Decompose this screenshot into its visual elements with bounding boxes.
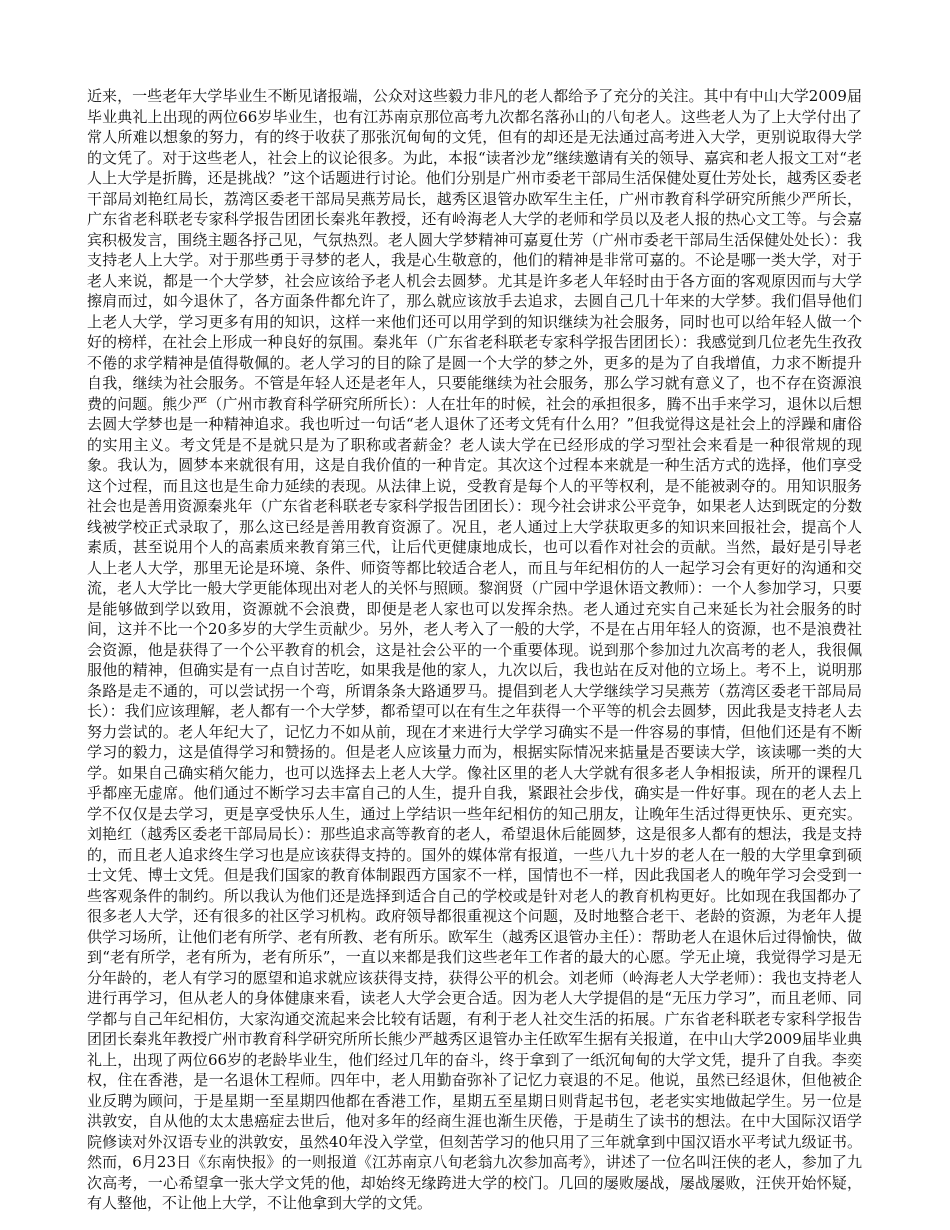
article-body: 近来，一些老年大学毕业生不断见诸报端，公众对这些毅力非凡的老人都给予了充分的关注。其中有中山大学2009届毕业典礼上出现的两位66岁毕业生，也有江苏南京那位高考九次都名落孙山的八旬老人。这些老人为了上大学付出了常人所难以想象的努力，有的终于收获了那张沉甸甸的文凭，但有的却还是无法通过高考进入大学，更别说取得大学的文凭了。对于这些老人，社会上的议论很多。为此，本报“读者沙龙”继续邀请有关的领导、嘉宾和老人报文工对“老人上大学是折腾，还是挑战？”这个话题进行讨论。他们分别是广州市委老干部局生活保健处夏仕芳处长，越秀区委老干部局刘艳红局长，荔湾区委老干部局吴燕芳局长，越秀区退管办欧军生主任，广州市教育科学研究所熊少严所长，广东省老科联老专家科学报告团团长秦兆年教授，还有岭海老人大学的老师和学员以及老人报的热心文工等。与会嘉宾积极发言，围绕主题各抒己见，气氛热烈。老人圆大学梦精神可嘉夏仕芳（广州市委老干部局生活保健处处长）：我支持老人上大学。对于那些勇于寻梦的老人，我是心生敬意的，他们的精神是非常可嘉的。不论是哪一类大学，对于老人来说，都是一个大学梦，社会应该给予老人机会去圆梦。尤其是许多老人年轻时由于各方面的客观原因而与大学擦肩而过，如今退休了，各方面条件都允许了，那么就应该放手去追求，去圆自己几十年来的大学梦。我们倡导他们上老人大学，学习更多有用的知识，这样一来他们还可以用学到的知识继续为社会服务，同时也可以给年轻人做一个好的榜样，在社会上形成一种良好的氛围。秦兆年（广东省老科联老专家科学报告团团长）：我感觉到几位老先生孜孜不倦的求学精神是值得敬佩的。老人学习的目的除了是圆一个大学的梦之外，更多的是为了自我增值，力求不断提升自我，继续为社会服务。不管是年轻人还是老年人，只要能继续为社会服务，那么学习就有意义了，也不存在资源浪费的问题。熊少严（广州市教育科学研究所所长）：人在壮年的时候，社会的承担很多，腾不出手来学习，退休以后想去圆大学梦也是一种精神追求。我也听过一句话“老人退休了还考文凭有什么用？”但我觉得这是社会上的浮躁和庸俗的实用主义。考文凭是不是就只是为了职称或者薪金？老人读大学在已经形成的学习型社会来看是一种很常规的现象。我认为，圆梦本来就很有用，这是自我价值的一种肯定。其次这个过程本来就是一种生活方式的选择，他们享受这个过程，而且这也是生命力延续的表现。从法律上说，受教育是每个人的平等权利，是不能被剥夺的。用知识服务社会也是善用资源秦兆年（广东省老科联老专家科学报告团团长）：现今社会讲求公平竞争，如果老人达到既定的分数线被学校正式录取了，那么这已经是善用教育资源了。况且，老人通过上大学获取更多的知识来回报社会，提高个人素质，甚至说用个人的高素质来教育第三代，让后代更健康地成长，也可以看作对社会的贡献。当然，最好是引导老人上老人大学，那里无论是环境、条件、师资等都比较适合老人，而且与年纪相仿的人一起学习会有更好的沟通和交流，老人大学比一般大学更能体现出对老人的关怀与照顾。黎润贤（广园中学退休语文教师）：一个人参加学习，只要是能够做到学以致用，资源就不会浪费，即便是老人家也可以发挥余热。老人通过充实自己来延长为社会服务的时间，这并不比一个20多岁的大学生贡献少。另外，老人考入了一般的大学，不是在占用年轻人的资源，也不是浪费社会资源，他是获得了一个公平教育的机会，这是社会公平的一个重要体现。说到那个参加过九次高考的老人，我很佩服他的精神，但确实是有一点自讨苦吃，如果我是他的家人，九次以后，我也站在反对他的立场上。考不上，说明那条路是走不通的，可以尝试拐一个弯，所谓条条大路通罗马。提倡到老人大学继续学习吴燕芳（荔湾区委老干部局局长）：我们应该理解，老人都有一个大学梦，都希望可以在有生之年获得一个平等的机会去圆梦，因此我是支持老人去努力尝试的。老人年纪大了，记忆力不如从前，现在才来进行大学学习确实不是一件容易的事情，但他们还是有不断学习的毅力，这是值得学习和赞扬的。但是老人应该量力而为，根据实际情况来掂量是否要读大学，该读哪一类的大学。如果自己确实稍欠能力，也可以选择去上老人大学。像社区里的老人大学就有很多老人争相报读，所开的课程几乎都座无虚席。他们通过不断学习去丰富自己的人生，提升自我，紧跟社会步伐，确实是一件好事。现在的老人去上学不仅仅是去学习，更是享受快乐人生，通过上学结识一些年纪相仿的知己朋友，让晚年生活过得更快乐、更充实。刘艳红（越秀区委老干部局局长）：那些追求高等教育的老人，希望退休后能圆梦，这是很多人都有的想法，我是支持的，而且老人追求终生学习也是应该获得支持的。国外的媒体常有报道，一些八九十岁的老人在一般的大学里拿到硕士文凭、博士文凭。但是我们国家的教育体制跟西方国家不一样，国情也不一样，因此我国老人的晚年学习会受到一些客观条件的制约。所以我认为他们还是选择到适合自己的学校或是针对老人的教育机构更好。比如现在我国都办了很多老人大学，还有很多的社区学习机构。政府领导都很重视这个问题，及时地整合老干、老龄的资源，为老年人提供学习场所，让他们老有所学、老有所教、老有所乐。欧军生（越秀区退管办主任）：帮助老人在退休后过得愉快，做到“老有所学，老有所为，老有所乐”，一直以来都是我们这些老年工作者的最大的心愿。学无止境，我觉得学习是无分年龄的，老人有学习的愿望和追求就应该获得支持，获得公平的机会。刘老师（岭海老人大学老师）：我也支持老人进行再学习，但从老人的身体健康来看，读老人大学会更合适。因为老人大学提倡的是“无压力学习”，而且老师、同学都与自己年纪相仿，大家沟通交流起来会比较有话题，有利于老人社交生活的拓展。广东省老科联老专家科学报告团团长秦兆年教授广州市教育科学研究所所长熊少严越秀区退管办主任欧军生据有关报道，在中山大学2009届毕业典礼上，出现了两位66岁的老龄毕业生，他们经过几年的奋斗，终于拿到了一纸沉甸甸的大学文凭，提升了自我。李奕权，住在香港，是一名退休工程师。四年中，老人用勤奋弥补了记忆力衰退的不足。他说，虽然已经退休，但他被企业反聘为顾问，于是星期一至星期四他都在香港工作，星期五至星期日则背起书包，老老实实地做起学生。另一位是洪敦安，自从他的太太患癌症去世后，他对多年的经商生涯也渐生厌倦，于是萌生了读书的想法。在中大国际汉语学院修读对外汉语专业的洪敦安，虽然40年没入学堂，但刻苦学习的他只用了三年就拿到中国汉语水平考试九级证书。然而，6月23日《东南快报》的一则报道《江苏南京八旬老翁九次参加高考》，讲述了一位名叫汪侠的老人，参加了九次高考，一心希望拿一张大学文凭的他，却始终无缘跨进大学的校门。几回的屡败屡战，屡战屡败，汪侠开始怀疑，有人整他，不让他上大学，不让他拿到大学的文凭。 bbox=[87, 87, 862, 1212]
article-page bbox=[87, 86, 862, 1214]
